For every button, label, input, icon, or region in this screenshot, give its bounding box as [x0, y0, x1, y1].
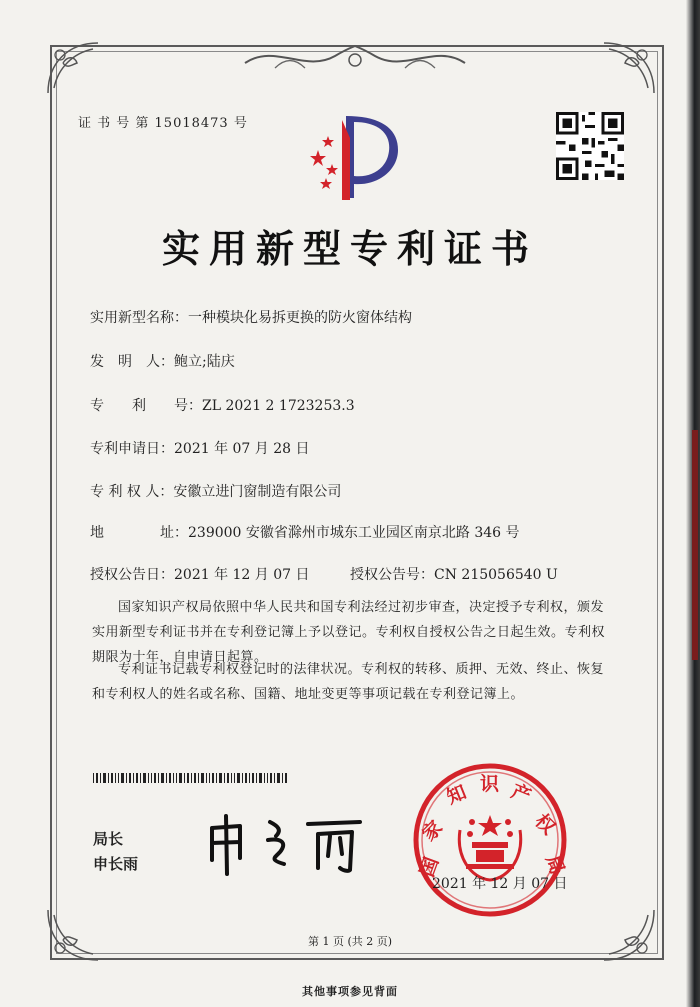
- svg-text:局: 局: [541, 852, 569, 878]
- corner-ornament-top-right: [594, 33, 664, 103]
- field-inventor: [90, 351, 235, 371]
- footer-note: 其他事项参见背面: [302, 985, 398, 998]
- qr-code-icon: [556, 112, 624, 180]
- field-value: CN 215056540 U: [434, 567, 558, 583]
- field-value: ZL 2021 2 1723253.3: [202, 398, 355, 414]
- field-filing-date: [90, 438, 310, 458]
- field-patentee: [90, 481, 341, 501]
- field-label: 地 址：: [90, 525, 188, 541]
- svg-text:知: 知: [443, 781, 470, 809]
- svg-text:国: 国: [416, 854, 444, 880]
- field-label: 授权公告号：: [350, 567, 434, 583]
- certificate-title: 实用新型专利证书: [161, 226, 538, 271]
- field-value: 2021 年 12 月 07 日: [174, 567, 310, 583]
- field-utility-model-name: [90, 307, 412, 327]
- top-ornament: [235, 38, 475, 78]
- certificate-number: 证 书 号 第 15018473 号: [78, 116, 248, 131]
- field-label: 授权公告日：: [90, 567, 174, 583]
- svg-text:家: 家: [417, 816, 447, 846]
- field-patent-number: [90, 395, 355, 415]
- field-grant-number: [350, 564, 558, 584]
- statement-paragraph-1: 国家知识产权局依照中华人民共和国专利法经过初步审查，决定授予专利权，颁发实用新型专利证书并在专利登记簿上予以登记。专利权自授权公告之日起生效。专利权期限为十年，自申请日起算。: [92, 600, 606, 665]
- svg-text:产: 产: [508, 780, 534, 808]
- page-number: 第 1 页 (共 2 页): [307, 935, 393, 948]
- field-value: 鲍立;陆庆: [174, 354, 235, 370]
- director-title: 局长: [93, 830, 124, 848]
- field-value: 2021 年 07 月 28 日: [174, 441, 310, 457]
- director-signature: [200, 808, 380, 878]
- field-label: 专利申请日：: [90, 441, 174, 457]
- svg-text:识: 识: [480, 773, 500, 795]
- barcode-icon: [93, 773, 288, 783]
- statement-paragraph-2: 专利证书记载专利权登记时的法律状况。专利权的转移、质押、无效、终止、恢复和专利权人的姓名或名称、国籍、地址变更等事项记载在专利登记簿上。: [92, 662, 605, 702]
- field-value: 239000 安徽省滁州市城东工业园区南京北路 346 号: [188, 525, 520, 541]
- svg-text:权: 权: [530, 809, 560, 839]
- director-name: 申长雨: [93, 855, 139, 873]
- field-label: 专 利 权 人：: [90, 484, 174, 500]
- field-value: 一种模块化易拆更换的防火窗体结构: [188, 310, 412, 326]
- field-value: 安徽立进门窗制造有限公司: [173, 484, 342, 500]
- field-address: [90, 522, 520, 542]
- corner-ornament-top-left: [38, 33, 108, 103]
- field-label: 专 利 号：: [90, 398, 202, 414]
- seal-date: 2021 年 12 月 07 日: [432, 876, 568, 892]
- scan-edge-red: [692, 430, 698, 660]
- field-grant-date: [90, 564, 310, 584]
- official-seal-icon: [410, 760, 570, 920]
- field-label: 发 明 人：: [90, 354, 174, 370]
- field-label: 实用新型名称：: [90, 310, 188, 326]
- cnipa-logo-icon: [298, 108, 408, 203]
